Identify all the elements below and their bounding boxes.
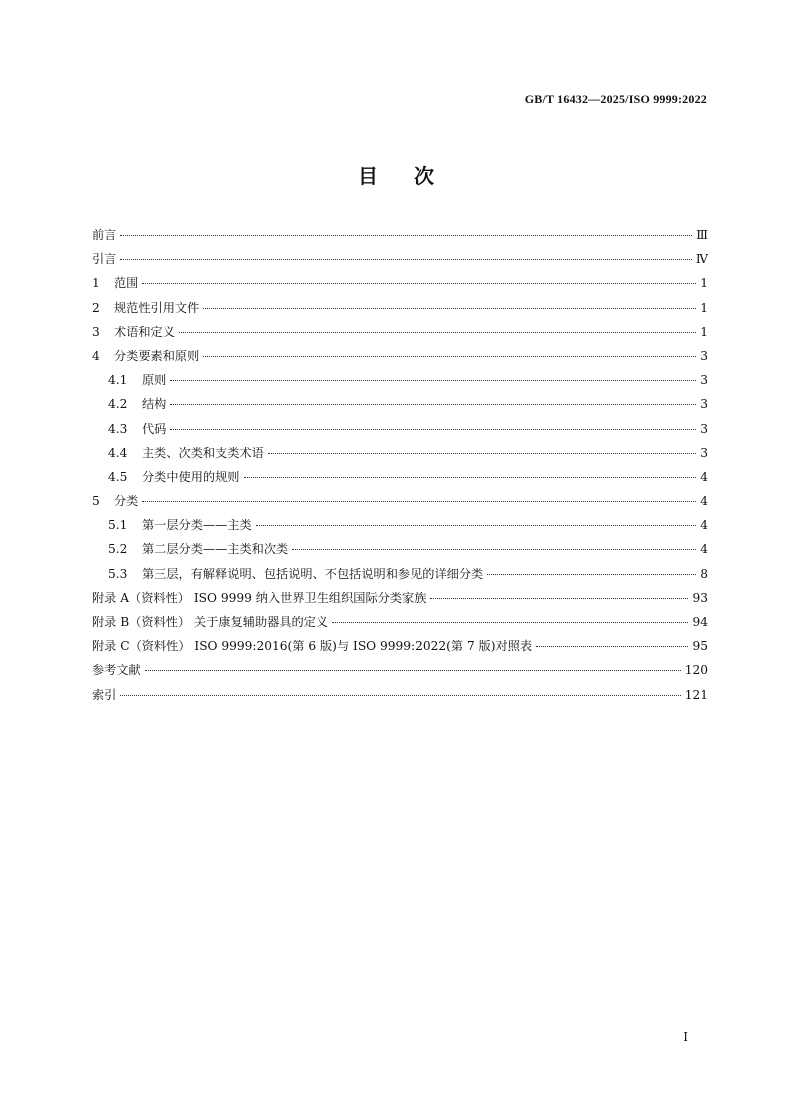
toc-entry-page: 8 — [700, 566, 708, 581]
dot-leader — [170, 404, 696, 405]
toc-entry-label: 术语和定义 — [114, 324, 175, 339]
dot-leader — [120, 259, 691, 260]
toc-entry-number: 3 — [92, 324, 100, 339]
toc-entry-number: 1 — [92, 276, 100, 291]
toc-entry[interactable] — [92, 274, 708, 298]
dot-leader — [170, 380, 696, 381]
toc-entry[interactable] — [92, 516, 708, 540]
toc-entry-page: 1 — [700, 300, 708, 315]
toc-entry-number: 4.2 — [108, 397, 128, 412]
toc-entry-number: 4.5 — [108, 469, 128, 484]
toc-entry-page: 4 — [700, 518, 708, 533]
toc-entry-number: 5.2 — [108, 542, 128, 557]
toc-entry[interactable] — [92, 686, 708, 710]
toc-entry-label: 主类、次类和支类术语 — [142, 445, 264, 460]
toc-entry[interactable] — [92, 420, 708, 444]
toc-entry-label: 参考文献 — [92, 663, 141, 678]
toc-entry-number: 4.4 — [108, 445, 128, 460]
toc-entry[interactable] — [92, 299, 708, 323]
dot-leader — [142, 501, 696, 502]
toc-entry-page: 4 — [700, 469, 708, 484]
toc-entry-label: 规范性引用文件 — [114, 300, 200, 315]
toc-entry-page: 4 — [700, 542, 708, 557]
toc-entry-number: 4.3 — [108, 421, 128, 436]
dot-leader — [145, 670, 681, 671]
toc-entry-number: 4.1 — [108, 373, 128, 388]
toc-entry-page: 3 — [700, 373, 708, 388]
toc-entry[interactable] — [92, 613, 708, 637]
toc-entry-page: 4 — [700, 494, 708, 509]
dot-leader — [430, 598, 688, 599]
dot-leader — [142, 283, 696, 284]
toc-entry-page: 94 — [692, 615, 708, 629]
standard-code: GB/T 16432—2025/ISO 9999:2022 — [524, 92, 707, 106]
toc-entry-page: Ⅳ — [695, 252, 708, 267]
toc-entry-label: 代码 — [142, 421, 167, 436]
toc-entry-label: 结构 — [142, 397, 167, 412]
toc-entry-label: 范围 — [114, 276, 139, 291]
toc-entry-label: 分类中使用的规则 — [142, 469, 240, 484]
dot-leader — [120, 235, 692, 236]
toc-entry[interactable] — [92, 661, 708, 685]
toc-entry-page: 95 — [692, 639, 708, 654]
toc-entry-number: 2 — [92, 300, 100, 315]
toc-entry-number: 4 — [92, 348, 100, 363]
toc-entry-label: 第三层，有解释说明、包括说明、不包括说明和参见的详细分类 — [142, 566, 484, 581]
toc-entry[interactable] — [92, 565, 708, 589]
toc-entry-label: 分类 — [114, 494, 139, 509]
toc-entry-label: 分类要素和原则 — [114, 348, 200, 363]
toc-entry-page: 3 — [700, 421, 708, 436]
toc-entry[interactable] — [92, 226, 708, 250]
dot-leader — [170, 429, 696, 430]
dot-leader — [203, 308, 696, 309]
toc-entry-label: 索引 — [92, 687, 117, 702]
dot-leader — [256, 525, 697, 526]
toc-entry-label: 第二层分类——主类和次类 — [142, 542, 289, 557]
table-of-contents — [92, 226, 708, 710]
toc-entry-page: 120 — [684, 663, 708, 678]
toc-entry[interactable] — [92, 589, 708, 613]
toc-entry-label: 附录 B（资料性） 关于康复辅助器具的定义 — [92, 615, 329, 629]
toc-entry-label: 附录 C（资料性） ISO 9999:2016(第 6 版)与 ISO 9999:2022(第 7 版)对照表 — [92, 639, 533, 654]
toc-entry-page: 121 — [684, 687, 708, 702]
toc-entry-page: Ⅲ — [696, 228, 708, 242]
toc-entry-number: 5.3 — [108, 566, 128, 581]
toc-entry[interactable] — [92, 492, 708, 516]
toc-entry-page: 1 — [700, 324, 708, 339]
toc-entry-label: 附录 A（资料性） ISO 9999 纳入世界卫生组织国际分类家族 — [92, 590, 427, 605]
toc-entry[interactable] — [92, 347, 708, 371]
page-title: 目次 — [358, 164, 470, 188]
toc-entry-page: 3 — [700, 445, 708, 460]
dot-leader — [487, 574, 696, 575]
page-number: Ⅰ — [683, 1030, 688, 1044]
toc-entry-label: 原则 — [142, 373, 167, 388]
dot-leader — [536, 646, 688, 647]
dot-leader — [179, 332, 696, 333]
dot-leader — [268, 453, 696, 454]
toc-entry-page: 1 — [700, 276, 708, 291]
dot-leader — [332, 622, 688, 623]
toc-entry-label: 第一层分类——主类 — [142, 518, 252, 533]
toc-entry[interactable] — [92, 323, 708, 347]
toc-entry-page: 3 — [700, 348, 708, 363]
dot-leader — [292, 549, 696, 550]
toc-entry-page: 3 — [700, 397, 708, 412]
dot-leader — [244, 477, 697, 478]
toc-entry-number: 5.1 — [108, 518, 128, 533]
dot-leader — [203, 356, 696, 357]
toc-entry[interactable] — [92, 395, 708, 419]
toc-entry[interactable] — [92, 468, 708, 492]
toc-entry-number: 5 — [92, 494, 100, 509]
dot-leader — [120, 695, 680, 696]
toc-entry[interactable] — [92, 371, 708, 395]
toc-entry[interactable] — [92, 250, 708, 274]
toc-entry-page: 93 — [692, 590, 708, 605]
toc-entry[interactable] — [92, 540, 708, 564]
toc-entry-label: 前言 — [92, 228, 117, 242]
toc-entry[interactable] — [92, 444, 708, 468]
toc-entry[interactable] — [92, 637, 708, 661]
toc-entry-label: 引言 — [92, 252, 117, 267]
